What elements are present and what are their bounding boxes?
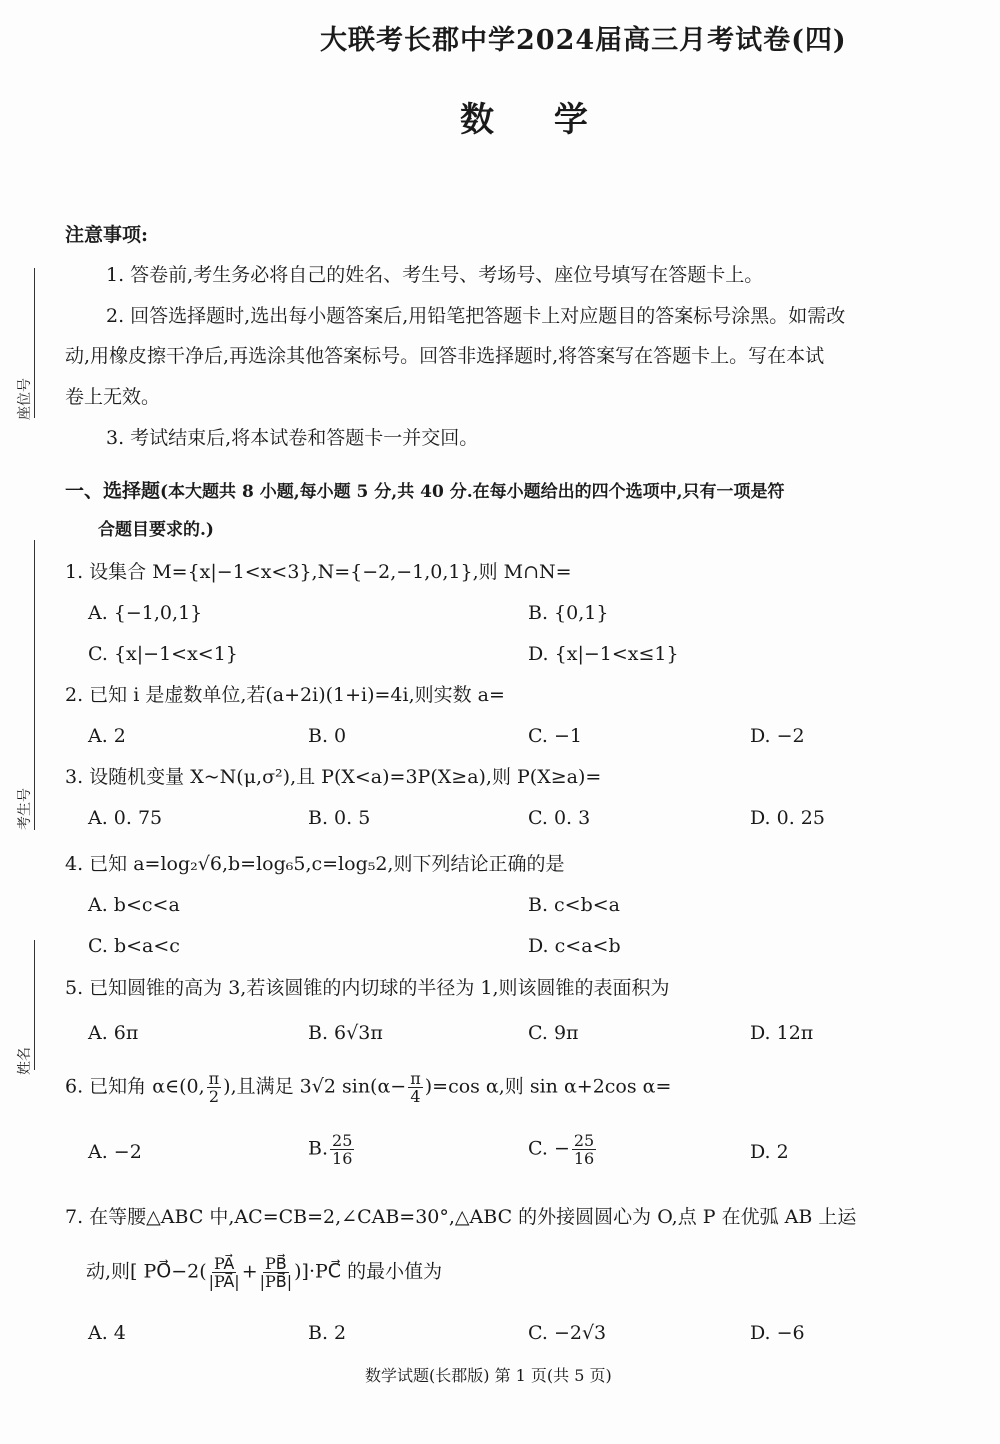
q4-option-c: C. b<a<c <box>88 935 180 957</box>
frac-den: 16 <box>573 1149 595 1168</box>
seat-line <box>34 268 35 418</box>
frac-num: π <box>208 1069 220 1088</box>
q4-option-b: B. c<b<a <box>528 894 621 916</box>
frac-den: 4 <box>410 1087 421 1106</box>
section-heading <box>65 479 785 504</box>
q7-stem: 7. 在等腰△ABC 中,AC=CB=2,∠CAB=30°,△ABC 的外接圆圆心为 O,点 P 在优弧 AB 上运 <box>65 1206 857 1228</box>
q4-option-a: A. b<c<a <box>88 894 180 916</box>
q3-option-d: D. 0. 25 <box>750 807 825 829</box>
frac-num: 25 <box>332 1131 353 1150</box>
q1-option-c: C. {x|−1<x<1} <box>88 643 238 665</box>
q6-option-b <box>308 1132 356 1167</box>
q7-stem-b: )]·PC⃗ 的最小值为 <box>294 1260 443 1283</box>
q7-option-c: C. −2√3 <box>528 1322 607 1344</box>
q7-option-b: B. 2 <box>308 1322 347 1344</box>
exam-title: 大联考长郡中学2024届高三月考试卷(四) <box>320 25 847 56</box>
q2-option-d: D. −2 <box>750 725 805 747</box>
q6-stem-b: ),且满足 3√2 sin(α− <box>223 1075 407 1098</box>
q5-option-b: B. 6√3π <box>308 1022 383 1044</box>
q7-stem-a: 动,则[ PO⃗−2( <box>86 1260 207 1283</box>
q7-option-d: D. −6 <box>750 1322 805 1344</box>
page-footer: 数学试题(长郡版) 第 1 页(共 5 页) <box>365 1366 612 1385</box>
q3-option-a: A. 0. 75 <box>88 807 163 829</box>
subject-title: 数 学 <box>460 100 612 140</box>
frac-den: |PB⃗| <box>259 1272 293 1291</box>
note-2-end: 卷上无效。 <box>65 386 161 408</box>
note-1: 1. 答卷前,考生务必将自己的姓名、考生号、考场号、座位号填写在答题卡上。 <box>106 264 764 286</box>
q6-option-c <box>528 1132 598 1167</box>
option-label: C. − <box>528 1137 570 1160</box>
q6-frac-pi-4 <box>408 1070 423 1105</box>
fraction <box>330 1132 354 1167</box>
section-desc: (本大题共 8 小题,每小题 5 分,共 40 分.在每小题给出的四个选项中,只有一项是符 <box>160 482 785 502</box>
frac-den: |PA⃗| <box>208 1272 240 1291</box>
seat-label: 座位号 <box>17 378 33 420</box>
section-desc-cont: 合题目要求的.) <box>98 520 214 540</box>
frac-num: π <box>410 1069 421 1088</box>
q2-option-b: B. 0 <box>308 725 347 747</box>
fraction <box>572 1132 596 1167</box>
frac-num: 25 <box>573 1131 595 1150</box>
note-2-cont: 动,用橡皮擦干净后,再选涂其他答案标号。回答非选择题时,将答案写在答题卡上。写在本试 <box>65 345 825 367</box>
fraction <box>260 1255 293 1290</box>
frac-den: 16 <box>332 1149 353 1168</box>
frac-den: 2 <box>208 1087 219 1106</box>
q3-option-b: B. 0. 5 <box>308 807 371 829</box>
fraction <box>209 1255 240 1290</box>
q2-option-a: A. 2 <box>88 725 126 747</box>
q5-stem: 5. 已知圆锥的高为 3,若该圆锥的内切球的半径为 1,则该圆锥的表面积为 <box>65 977 670 999</box>
name-line <box>34 940 35 1070</box>
q6-option-d: D. 2 <box>750 1141 789 1163</box>
notes-heading: 注意事项: <box>65 224 149 246</box>
q3-option-c: C. 0. 3 <box>528 807 591 829</box>
q2-option-c: C. −1 <box>528 725 582 747</box>
q1-option-b: B. {0,1} <box>528 602 609 624</box>
q5-option-c: C. 9π <box>528 1022 579 1044</box>
name-label: 姓名 <box>17 1047 33 1075</box>
examinee-line <box>34 540 35 830</box>
q7-option-a: A. 4 <box>88 1322 126 1344</box>
q5-option-a: A. 6π <box>88 1022 139 1044</box>
option-label: B. <box>308 1137 329 1160</box>
q1-option-d: D. {x|−1<x≤1} <box>528 643 679 665</box>
q4-option-d: D. c<a<b <box>528 935 621 957</box>
q1-stem: 1. 设集合 M={x|−1<x<3},N={−2,−1,0,1},则 M∩N= <box>65 561 572 583</box>
q2-stem: 2. 已知 i 是虚数单位,若(a+2i)(1+i)=4i,则实数 a= <box>65 684 505 706</box>
q7-stem-cont <box>86 1255 442 1290</box>
plus-sign: + <box>241 1260 258 1283</box>
q6-stem <box>65 1070 671 1105</box>
q6-stem-c: )=cos α,则 sin α+2cos α= <box>424 1075 672 1098</box>
q6-frac-pi-2 <box>207 1070 222 1105</box>
note-3: 3. 考试结束后,将本试卷和答题卡一并交回。 <box>106 427 479 449</box>
section-label: 一、选择题 <box>65 480 161 502</box>
q5-option-d: D. 12π <box>750 1022 814 1044</box>
frac-num: PA⃗ <box>214 1254 235 1273</box>
q6-stem-a: 6. 已知角 α∈(0, <box>65 1075 205 1098</box>
note-2: 2. 回答选择题时,选出每小题答案后,用铅笔把答题卡上对应题目的答案标号涂黑。如需改 <box>106 305 846 327</box>
q3-stem: 3. 设随机变量 X~N(μ,σ²),且 P(X<a)=3P(X≥a),则 P(X≥a)= <box>65 766 602 788</box>
q6-option-a: A. −2 <box>88 1141 142 1163</box>
examinee-label: 考生号 <box>17 788 33 830</box>
q4-stem: 4. 已知 a=log₂√6,b=log₆5,c=log₅2,则下列结论正确的是 <box>65 853 565 875</box>
frac-num: PB⃗ <box>265 1254 287 1273</box>
q1-option-a: A. {−1,0,1} <box>88 602 203 624</box>
